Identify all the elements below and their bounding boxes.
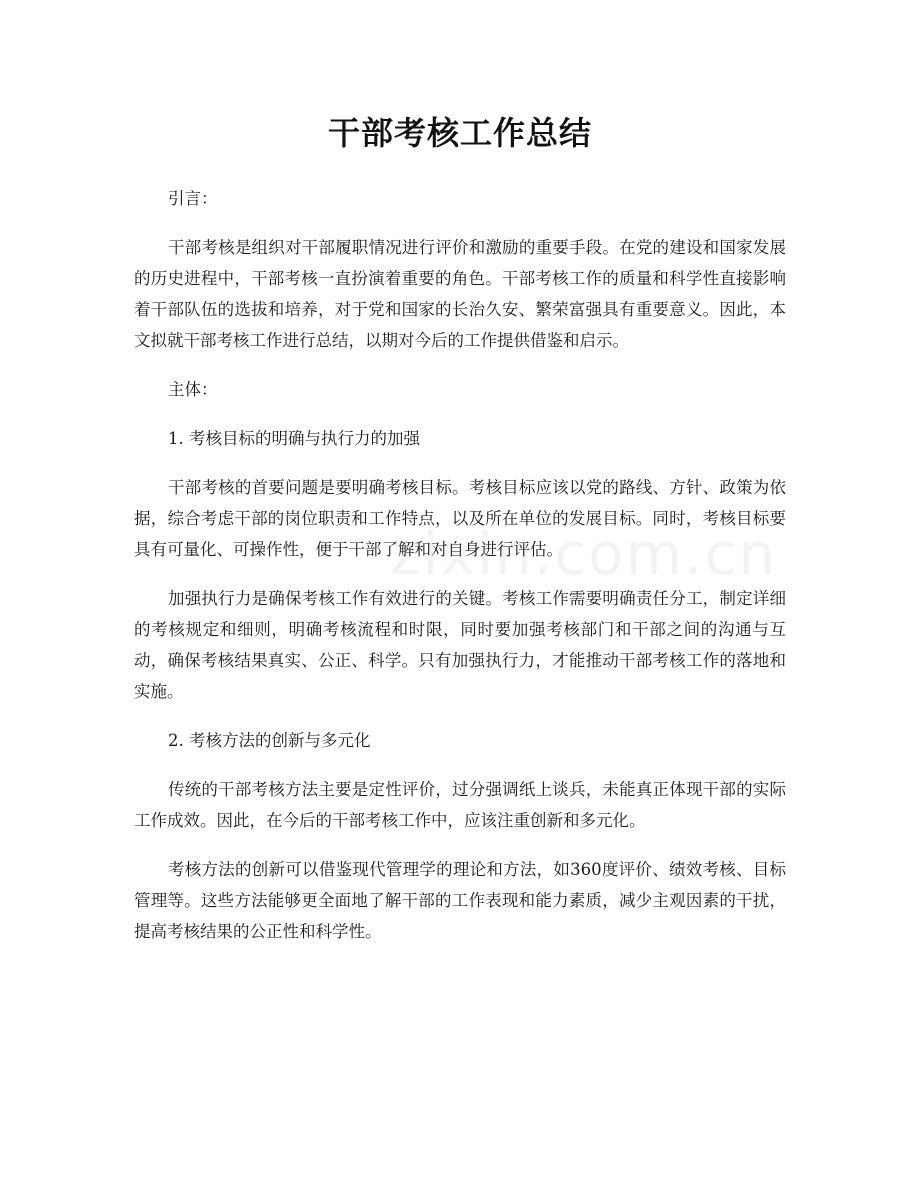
section-2-heading: 2. 考核方法的创新与多元化 (168, 731, 371, 750)
document-title: 干部考核工作总结 (327, 114, 592, 152)
intro-heading: 引言： (168, 189, 218, 208)
section-1-paragraph-2: 加强执行力是确保考核工作有效进行的关键。考核工作需要明确责任分工，制定详细的考核规定和细则，明确考核流程和时限，同时要加强考核部门和干部之间的沟通与互动，确保考核结果真实、公正、科学。只有加强执行力，才能推动干部考核工作的落地和实施。 (134, 589, 786, 701)
document-body (134, 183, 786, 965)
section-2-paragraph-2: 考核方法的创新可以借鉴现代管理学的理论和方法，如360度评价、绩效考核、目标管理等。这些方法能够更全面地了解干部的工作表现和能力素质，减少主观因素的干扰，提高考核结果的公正性和科学性。 (134, 860, 786, 941)
section-1-paragraph-1: 干部考核的首要问题是要明确考核目标。考核目标应该以党的路线、方针、政策为依据，综合考虑干部的岗位职责和工作特点，以及所在单位的发展目标。同时，考核目标要具有可量化、可操作性，便于干部了解和对自身进行评估。 (134, 478, 786, 559)
main-heading: 主体： (168, 380, 218, 399)
section-2-paragraph-1: 传统的干部考核方法主要是定性评价，过分强调纸上谈兵，未能真正体现干部的实际工作成效。因此，在今后的干部考核工作中，应该注重创新和多元化。 (134, 780, 786, 830)
intro-paragraph: 干部考核是组织对干部履职情况进行评价和激励的重要手段。在党的建设和国家发展的历史进程中，干部考核一直扮演着重要的角色。干部考核工作的质量和科学性直接影响着干部队伍的选拔和培养，对于党和国家的长治久安、繁荣富强具有重要意义。因此，本文拟就干部考核工作进行总结，以期对今后的工作提供借鉴和启示。 (134, 238, 786, 350)
section-1-heading: 1. 考核目标的明确与执行力的加强 (168, 429, 420, 448)
